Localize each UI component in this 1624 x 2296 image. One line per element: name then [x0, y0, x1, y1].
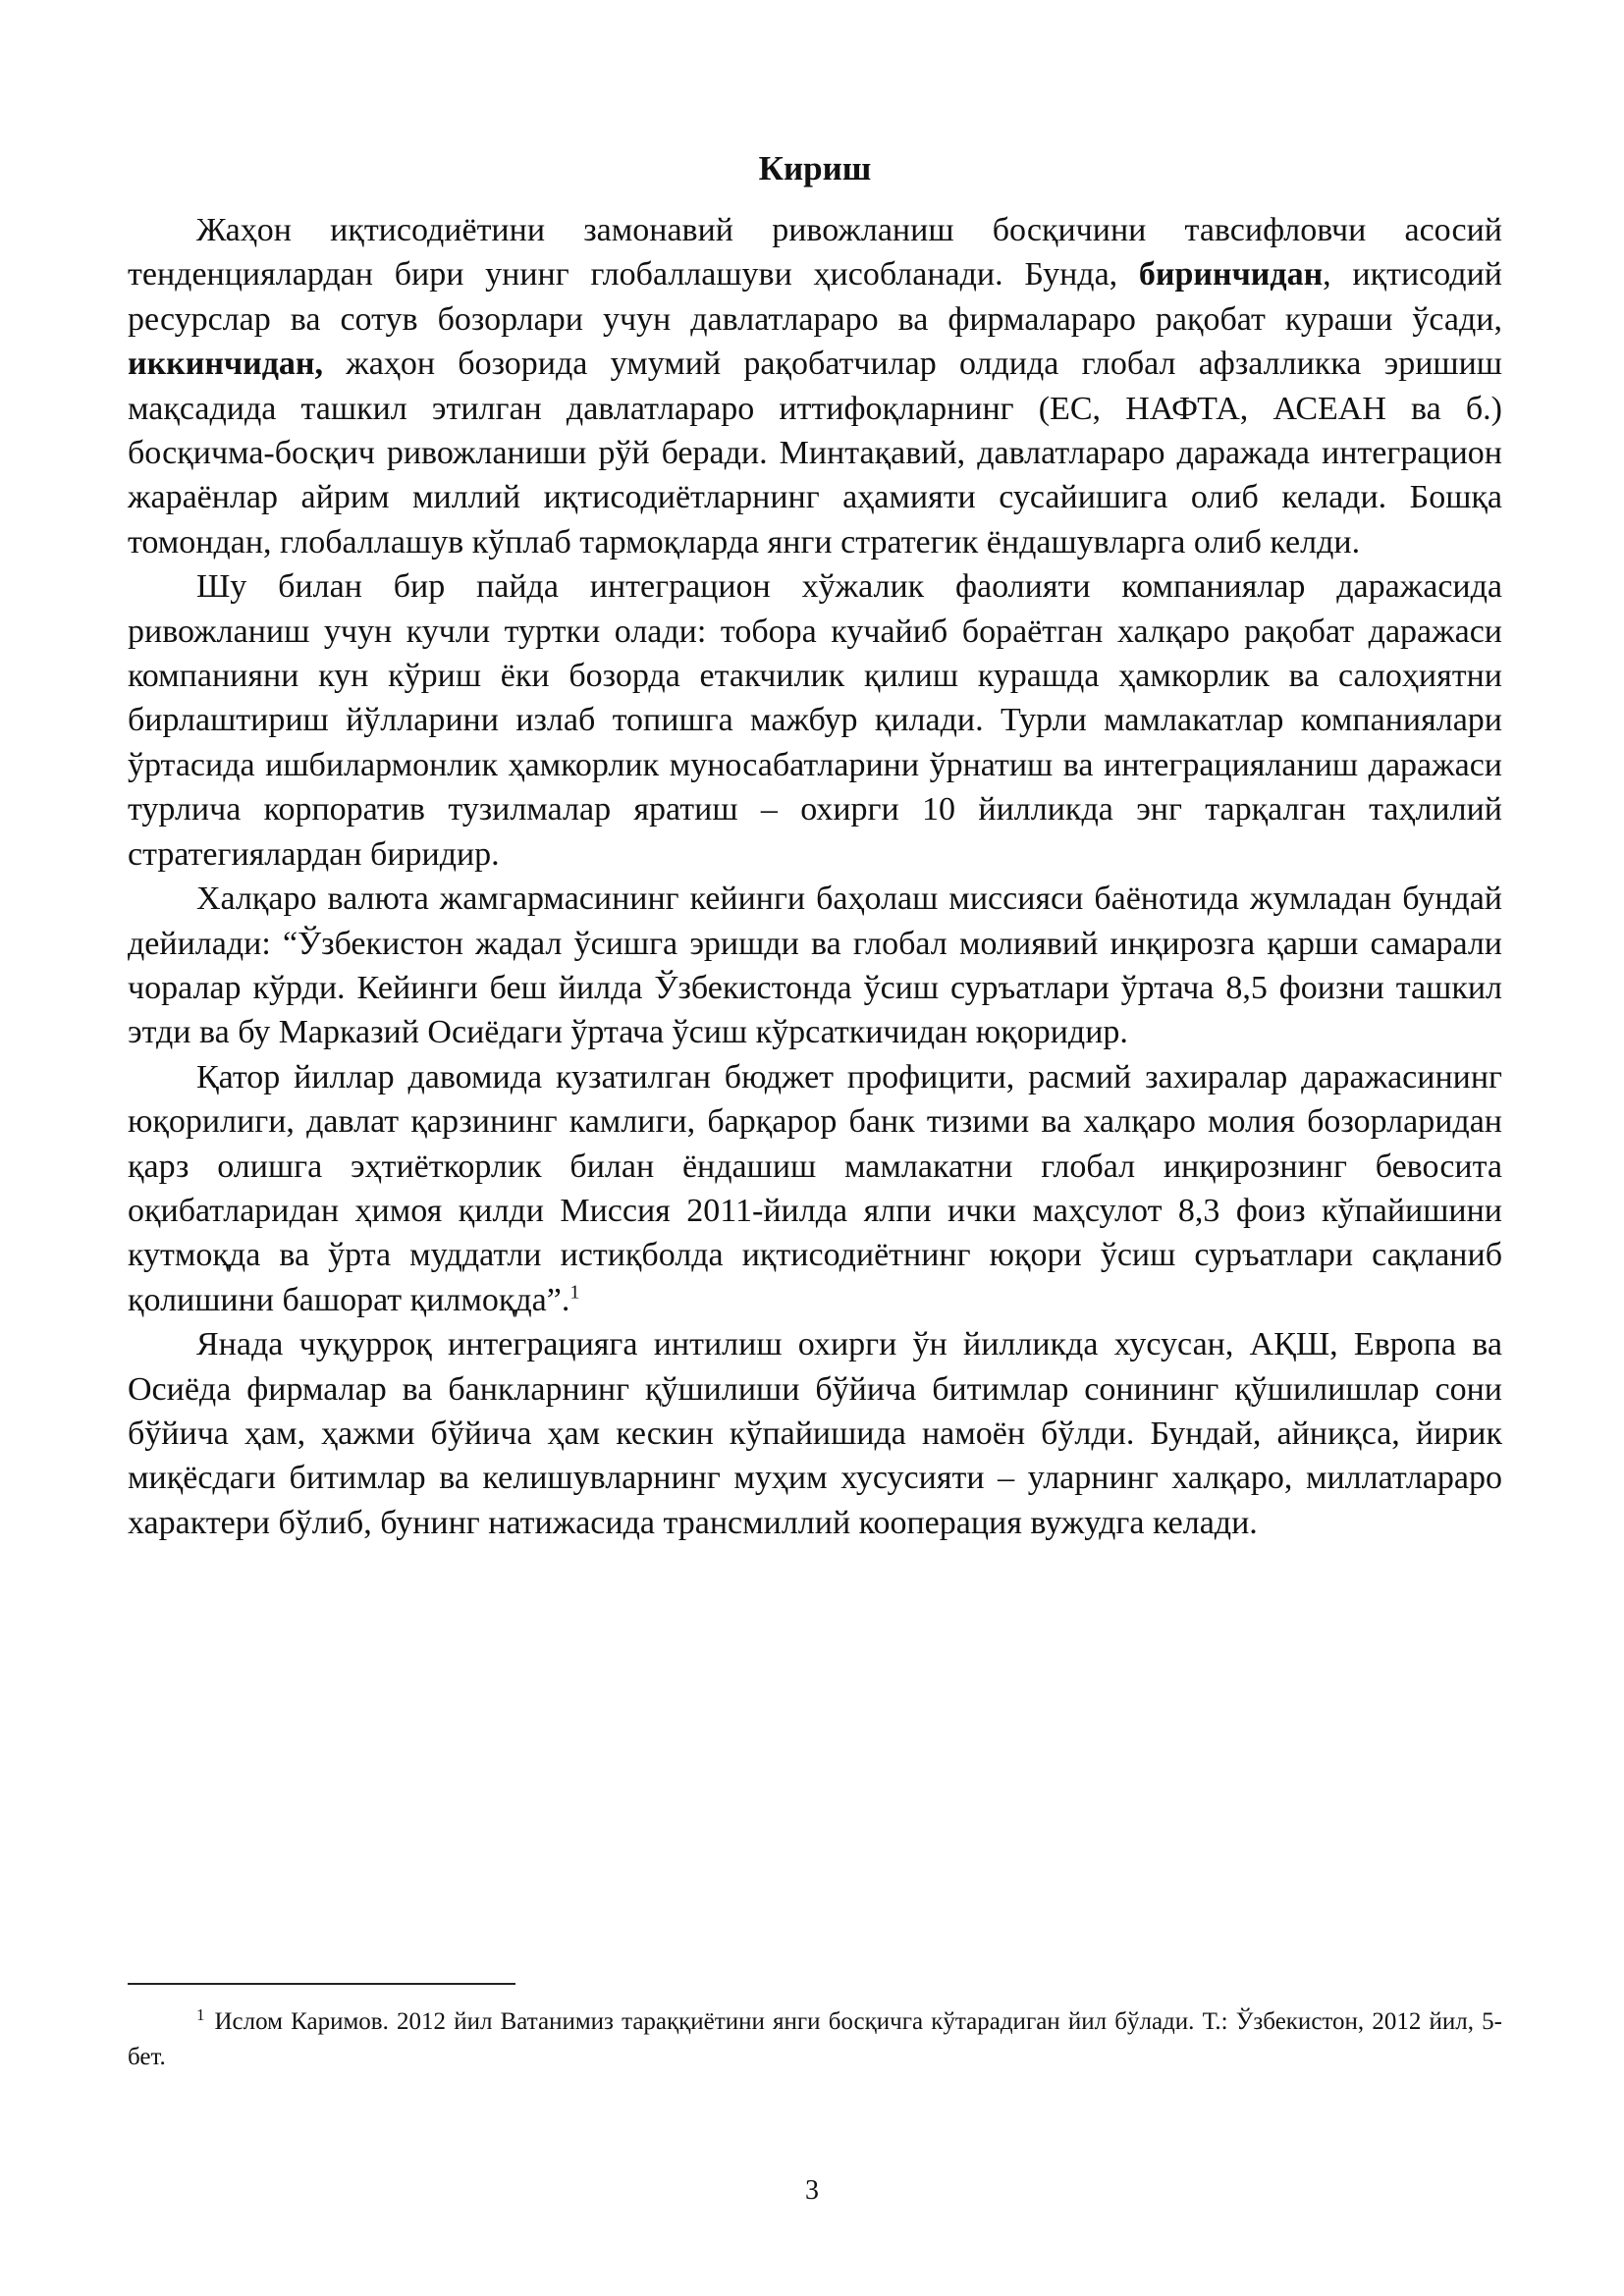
- paragraph-5: Янада чуқурроқ интеграцияга интилиш охирги ўн йилликда хусусан, АҚШ, Европа ва Осиёда фирмалар ва банкларнинг қўшилиши бўйича битимлар сонининг қўшилишлар сони бўйича ҳам, ҳажми бўйича ҳам кескин кўпайишида намоён бўлди. Бундай, айниқса, йирик миқёсдаги битимлар ва келишувларнинг муҳим хусусияти – уларнинг халқаро, миллатлараро характери бўлиб, бунинг натижасида трансмиллий кооперация вужудга келади.: [128, 1326, 1502, 1541]
- paragraph-1-bold-first: биринчидан: [1138, 256, 1324, 294]
- paragraph-1-text-d: жаҳон бозорида умумий рақобатчилар олдида глобал афзалликка эришиш мақсадида ташкил этилган давлатлараро иттифоқларнинг (ЕС, НАФТА, АСЕАН ва б.) босқичма-босқич ривожланиши рўй беради. Минтақавий, давлатлараро даражада интеграцион жараёнлар айрим миллий иқтисодиётларнинг аҳамияти сусайишига олиб келади. Бошқа томондан, глобаллашув кўплаб тармоқларда янги стратегик ёндашувларга олиб келди.: [128, 346, 1502, 561]
- footnote-1: [128, 2004, 1502, 2075]
- paragraph-1-text-c: , иқтисодий ресурслар ва сотув бозорлари учун давлатлараро ва фирмалараро рақобат кураши ўсади,: [128, 256, 1502, 338]
- footnote-area: [128, 1983, 1502, 2075]
- footnote-text: Ислом Каримов. 2012 йил Ватанимиз тараққиётини янги босқичга кўтарадиган йил бўлади. Т.: Ўзбекистон, 2012 йил, 5-бет.: [128, 2008, 1502, 2070]
- page-number: 3: [805, 2175, 819, 2206]
- paragraph-3: Халқаро валюта жамгармасининг кейинги баҳолаш миссияси баёнотида жумладан бундай дейилади: “Ўзбекистон жадал ўсишга эришди ва глобал молиявий инқирозга қарши самарали чоралар кўрди. Кейинги беш йилда Ўзбекистонда ўсиш суръатлари ўртача 8,5 фоизни ташкил этди ва бу Марказий Осиёдаги ўртача ўсиш кўрсаткичидан юқоридир.: [128, 881, 1502, 1051]
- footnote-reference[interactable]: 1: [569, 1281, 580, 1304]
- paragraph-2: Шу билан бир пайда интеграцион хўжалик фаолияти компаниялар даражасида ривожланиш учун кучли туртки олади: тобора кучайиб бораётган халқаро рақобат даражаси компанияни кун кўриш ёки бозорда етакчилик қилиш курашда ҳамкорлик ва салоҳиятни бирлаштириш йўлларини излаб топишга мажбур қилади. Турли мамлакатлар компаниялари ўртасида ишбилармонлик ҳамкорлик муносабатларини ўрнатиш ва интеграцияланиш даражаси турлича корпоратив тузилмалар яратиш – охирги 10 йилликда энг тарқалган таҳлилий стратегиялардан биридир.: [128, 568, 1502, 873]
- paragraph-1: [128, 208, 1502, 564]
- section-title: Кириш: [758, 149, 872, 187]
- paragraph-1-text-a: Жаҳон иқтисодиётини замонавий ривожланиш босқичини тавсифловчи асосий тенденциялардан бири унинг глобаллашуви ҳисобланади. Бунда,: [128, 212, 1502, 294]
- footnote-marker: 1: [196, 2004, 205, 2024]
- footnote-separator: [128, 1983, 515, 1985]
- page-body: [128, 147, 1502, 1545]
- paragraph-4: [128, 1055, 1502, 1322]
- paragraph-1-bold-second: иккинчидан,: [128, 346, 324, 383]
- paragraph-4-text: Қатор йиллар давомида кузатилган бюджет профицити, расмий захиралар даражасининг юқорилиги, давлат қарзининг камлиги, барқарор банк тизими ва халқаро молия бозорларидан қарз олишга эҳтиёткорлик билан ёндашиш мамлакатни глобал инқирознинг бевосита оқибатларидан ҳимоя қилди Миссия 2011-йилда ялпи ички маҳсулот 8,3 фоиз кўпайишини кутмоқда ва ўрта муддатли истиқболда иқтисодиётнинг юқори ўсиш суръатлари сақланиб қолишини башорат қилмоқда”.: [128, 1058, 1502, 1318]
